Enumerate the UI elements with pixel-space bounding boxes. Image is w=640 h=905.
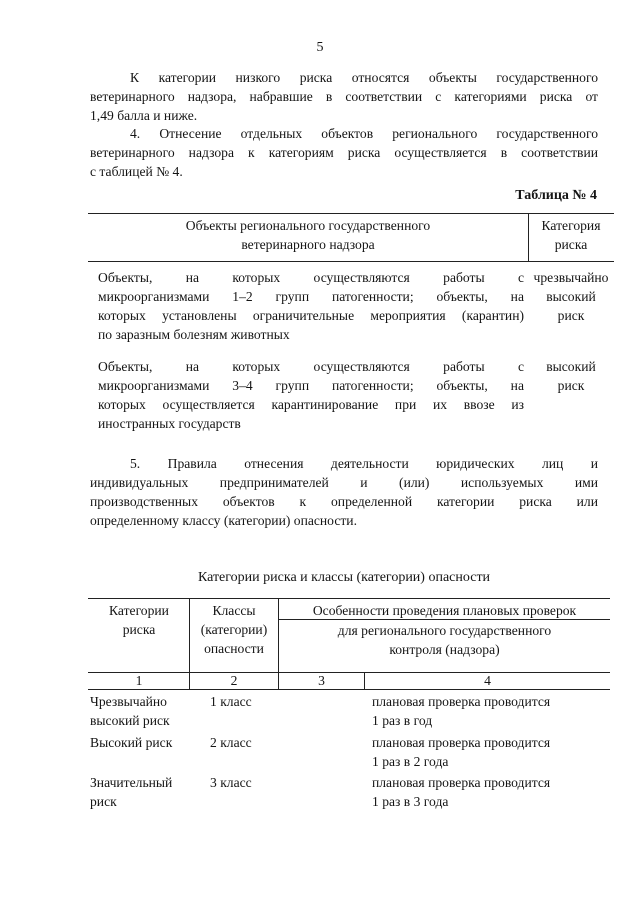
text-line: которых установлены ограничительные мероприятия (карантин) (98, 308, 524, 323)
text-line: иностранных государств (98, 416, 241, 431)
table-5-row-2-note (372, 733, 550, 771)
table-title: Категории риска и классы (категории) опасности (197, 570, 491, 585)
table-5-row-1-class: 1 класс (210, 694, 252, 709)
column-number: 2 (230, 673, 238, 688)
header-line: опасности (204, 641, 264, 656)
text-line: определенному классу (категории) опасности. (90, 513, 357, 528)
category-line: риск (557, 308, 585, 323)
header-line: риска (122, 622, 156, 637)
table-5-row-2-class: 2 класс (210, 735, 252, 750)
table-4-column-divider (528, 213, 529, 261)
paragraph-point-4 (90, 124, 598, 181)
header-line: Объекты регионального государственного (185, 218, 431, 233)
text-line: 1,49 балла и ниже. (90, 108, 198, 123)
text-line: ветеринарного надзора, набравшие в соответствии с категориями риска от (90, 89, 598, 104)
header-line: Классы (212, 603, 256, 618)
table-4-header-category (530, 216, 612, 254)
table-5-header-features: Особенности проведения плановых проверок (312, 603, 577, 618)
note-line: 1 раз в 2 года (372, 754, 449, 769)
text-line: микроорганизмами 3–4 групп патогенности; объекты, на (98, 378, 524, 393)
table-5-row-1-note (372, 692, 550, 730)
header-line: для регионального государственного (337, 623, 552, 638)
category-line: высокий (546, 289, 596, 304)
text-line: Объекты, на которых осуществляются работы с (98, 359, 524, 374)
category-line: Высокий риск (90, 735, 173, 750)
table-4-row-2-category (528, 357, 614, 395)
header-line: (категории) (200, 622, 268, 637)
table-4-row-2-objects (98, 357, 524, 433)
header-line: риска (554, 237, 588, 252)
text-line: К категории низкого риска относятся объекты государственного (130, 70, 598, 85)
table-4-row-1-category (528, 268, 614, 325)
table-5-row-2-category (90, 733, 190, 752)
note-line: плановая проверка проводится (372, 735, 551, 750)
table-5-number-row-border (88, 689, 610, 690)
paragraph-low-risk (90, 68, 598, 125)
text-line: индивидуальных предпринимателей и (или) используемых ими (90, 475, 598, 490)
column-number: 1 (135, 673, 143, 688)
paragraph-section-5 (90, 454, 598, 530)
text-line: которых осуществляется карантинирование при их ввозе из (98, 397, 524, 412)
table-4-caption: Таблица № 4 (515, 188, 597, 203)
page-number: 5 (316, 40, 324, 55)
table-4-row-1-objects (98, 268, 524, 344)
category-line: чрезвычайно (533, 270, 609, 285)
text-line: с таблицей № 4. (90, 164, 183, 179)
note-line: 1 раз в 3 года (372, 794, 449, 809)
category-line: Значительный (90, 775, 173, 790)
table-5-header-class (190, 601, 278, 658)
table-5-row-3-class: 3 класс (210, 775, 252, 790)
table-4-top-border (88, 213, 614, 214)
table-5-row-3-note (372, 773, 550, 811)
table-4-header-objects (90, 216, 526, 254)
category-line: риск (90, 794, 117, 809)
table-5-top-border (88, 598, 610, 599)
text-line: микроорганизмами 1–2 групп патогенности; объекты, на (98, 289, 524, 304)
text-line: 5. Правила отнесения деятельности юридических лиц и (130, 456, 598, 471)
text-line: производственных объектов к определенной категории риска или (90, 494, 598, 509)
text-line: Объекты, на которых осуществляются работы с (98, 270, 524, 285)
category-line: высокий риск (90, 713, 170, 728)
header-line: контроля (надзора) (389, 642, 500, 657)
table-4-header-border (88, 261, 614, 262)
note-line: плановая проверка проводится (372, 775, 551, 790)
text-line: по заразным болезням животных (98, 327, 290, 342)
table-5-header-features-sub (279, 621, 610, 659)
note-line: плановая проверка проводится (372, 694, 551, 709)
text-line: ветеринарного надзора к категориям риска осуществляется в соответствии (90, 145, 598, 160)
text-line: 4. Отнесение отдельных объектов регионального государственного (130, 126, 598, 141)
header-line: Категория (541, 218, 601, 233)
table-5-row-1-category (90, 692, 190, 730)
category-line: высокий (546, 359, 596, 374)
header-line: ветеринарного надзора (241, 237, 375, 252)
table-5-row-3-category (90, 773, 190, 811)
column-number: 3 (318, 673, 325, 688)
category-line: Чрезвычайно (90, 694, 167, 709)
table-5-header-category (90, 601, 188, 639)
header-line: Категории (109, 603, 169, 618)
note-line: 1 раз в год (372, 713, 433, 728)
category-line: риск (557, 378, 585, 393)
column-number: 4 (484, 673, 491, 688)
